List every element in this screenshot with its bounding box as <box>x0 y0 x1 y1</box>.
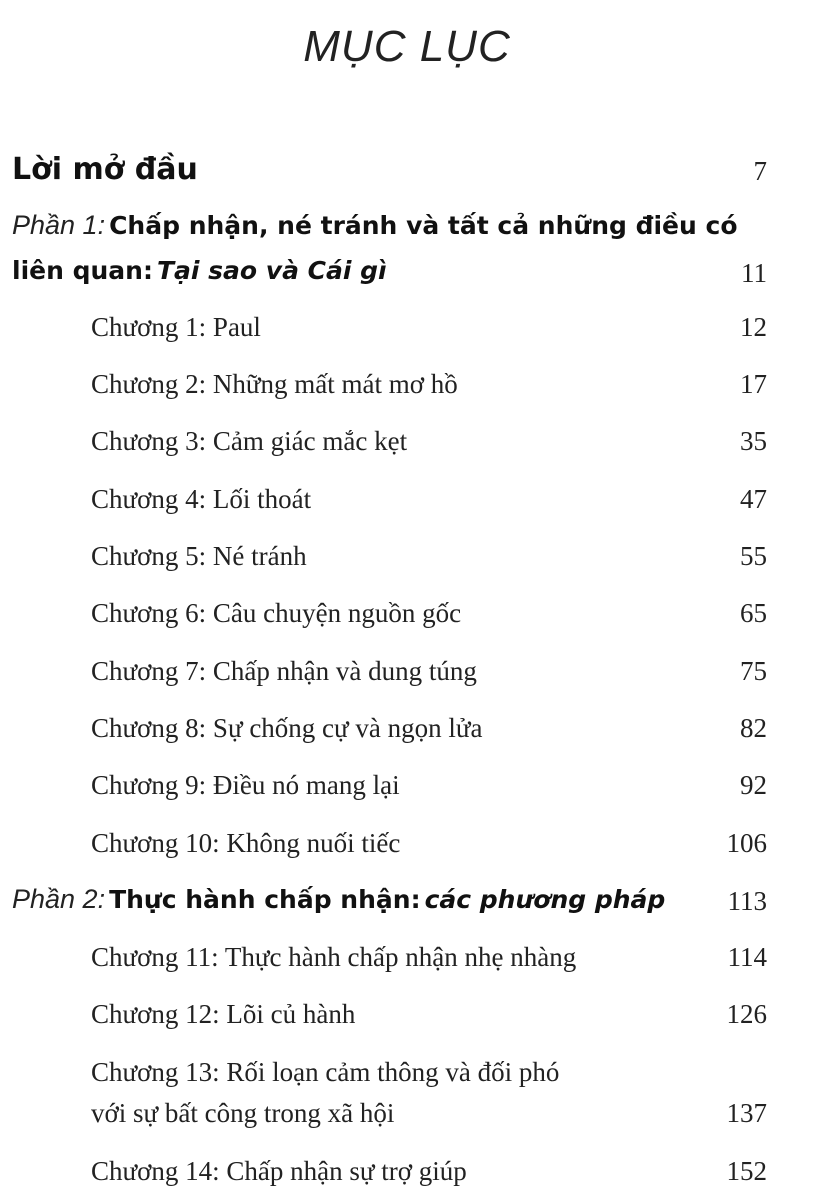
toc-chapter[interactable] <box>0 770 814 806</box>
chapter-page-number: 137 <box>726 1098 767 1128</box>
intro-page-number: 7 <box>753 156 767 186</box>
chapter-label: Chương 4: Lối thoát <box>91 484 312 514</box>
chapter-label-continued: với sự bất công trong xã hội <box>91 1098 395 1128</box>
chapter-page-number: 65 <box>740 598 767 628</box>
part-2-title-line <box>12 884 665 915</box>
toc-chapter[interactable] <box>0 369 814 405</box>
toc-chapter[interactable] <box>0 1057 814 1137</box>
chapter-page-number: 92 <box>740 770 767 800</box>
chapter-page-number: 12 <box>740 312 767 342</box>
chapter-page-number: 82 <box>740 713 767 743</box>
chapter-page-number: 106 <box>726 828 767 858</box>
toc-chapter[interactable] <box>0 713 814 749</box>
part-1-prefix: Phần 1: <box>12 210 106 240</box>
chapter-label: Chương 2: Những mất mát mơ hồ <box>91 369 458 399</box>
toc-entry-part-1[interactable] <box>0 210 814 290</box>
part-1-title-line-2 <box>12 256 387 285</box>
chapter-label: Chương 10: Không nuối tiếc <box>91 828 401 858</box>
chapter-label: Chương 6: Câu chuyện nguồn gốc <box>91 598 462 628</box>
chapter-label: Chương 11: Thực hành chấp nhận nhẹ nhàng <box>91 942 577 972</box>
part-1-title-italic: Tại sao và Cái gì <box>156 256 387 285</box>
toc-chapter[interactable] <box>0 426 814 462</box>
part-1-title-cont: liên quan: <box>12 256 153 285</box>
page-title: MỤC LỤC <box>303 22 511 71</box>
toc-chapter[interactable] <box>0 312 814 348</box>
chapter-page-number: 126 <box>726 999 767 1029</box>
chapter-label: Chương 13: Rối loạn cảm thông và đối phó <box>91 1057 560 1087</box>
toc-chapter[interactable] <box>0 1156 814 1192</box>
chapter-label: Chương 8: Sự chống cự và ngọn lửa <box>91 713 483 743</box>
part-1-title: Chấp nhận, né tránh và tất cả những điều có <box>109 211 738 240</box>
part-2-title: Thực hành chấp nhận: <box>109 885 421 914</box>
toc-entry-part-2[interactable] <box>0 884 814 922</box>
chapter-page-number: 75 <box>740 656 767 686</box>
chapter-page-number: 114 <box>727 942 767 972</box>
part-2-prefix: Phần 2: <box>12 884 106 914</box>
toc-entry-intro[interactable] <box>0 152 814 192</box>
toc-chapter[interactable] <box>0 828 814 864</box>
part-1-title-line-1 <box>12 210 738 241</box>
part-2-page-number: 113 <box>727 886 767 916</box>
toc-chapter[interactable] <box>0 999 814 1035</box>
chapter-page-number: 47 <box>740 484 767 514</box>
chapter-label: Chương 1: Paul <box>91 312 261 342</box>
chapter-page-number: 152 <box>726 1156 767 1186</box>
intro-label: Lời mở đầu <box>12 152 198 187</box>
toc-chapter[interactable] <box>0 484 814 520</box>
toc-chapter[interactable] <box>0 942 814 978</box>
part-1-page-number: 11 <box>741 258 767 288</box>
chapter-label: Chương 12: Lõi củ hành <box>91 999 356 1029</box>
chapter-label: Chương 9: Điều nó mang lại <box>91 770 400 800</box>
part-2-title-italic: các phương pháp <box>424 885 666 914</box>
toc-chapter[interactable] <box>0 656 814 692</box>
chapter-page-number: 55 <box>740 541 767 571</box>
chapter-label: Chương 5: Né tránh <box>91 541 307 571</box>
chapter-label: Chương 3: Cảm giác mắc kẹt <box>91 426 408 456</box>
toc-chapter[interactable] <box>0 541 814 577</box>
chapter-label: Chương 7: Chấp nhận và dung túng <box>91 656 477 686</box>
chapter-page-number: 35 <box>740 426 767 456</box>
chapter-page-number: 17 <box>740 369 767 399</box>
chapter-label: Chương 14: Chấp nhận sự trợ giúp <box>91 1156 467 1186</box>
toc-chapter[interactable] <box>0 598 814 634</box>
